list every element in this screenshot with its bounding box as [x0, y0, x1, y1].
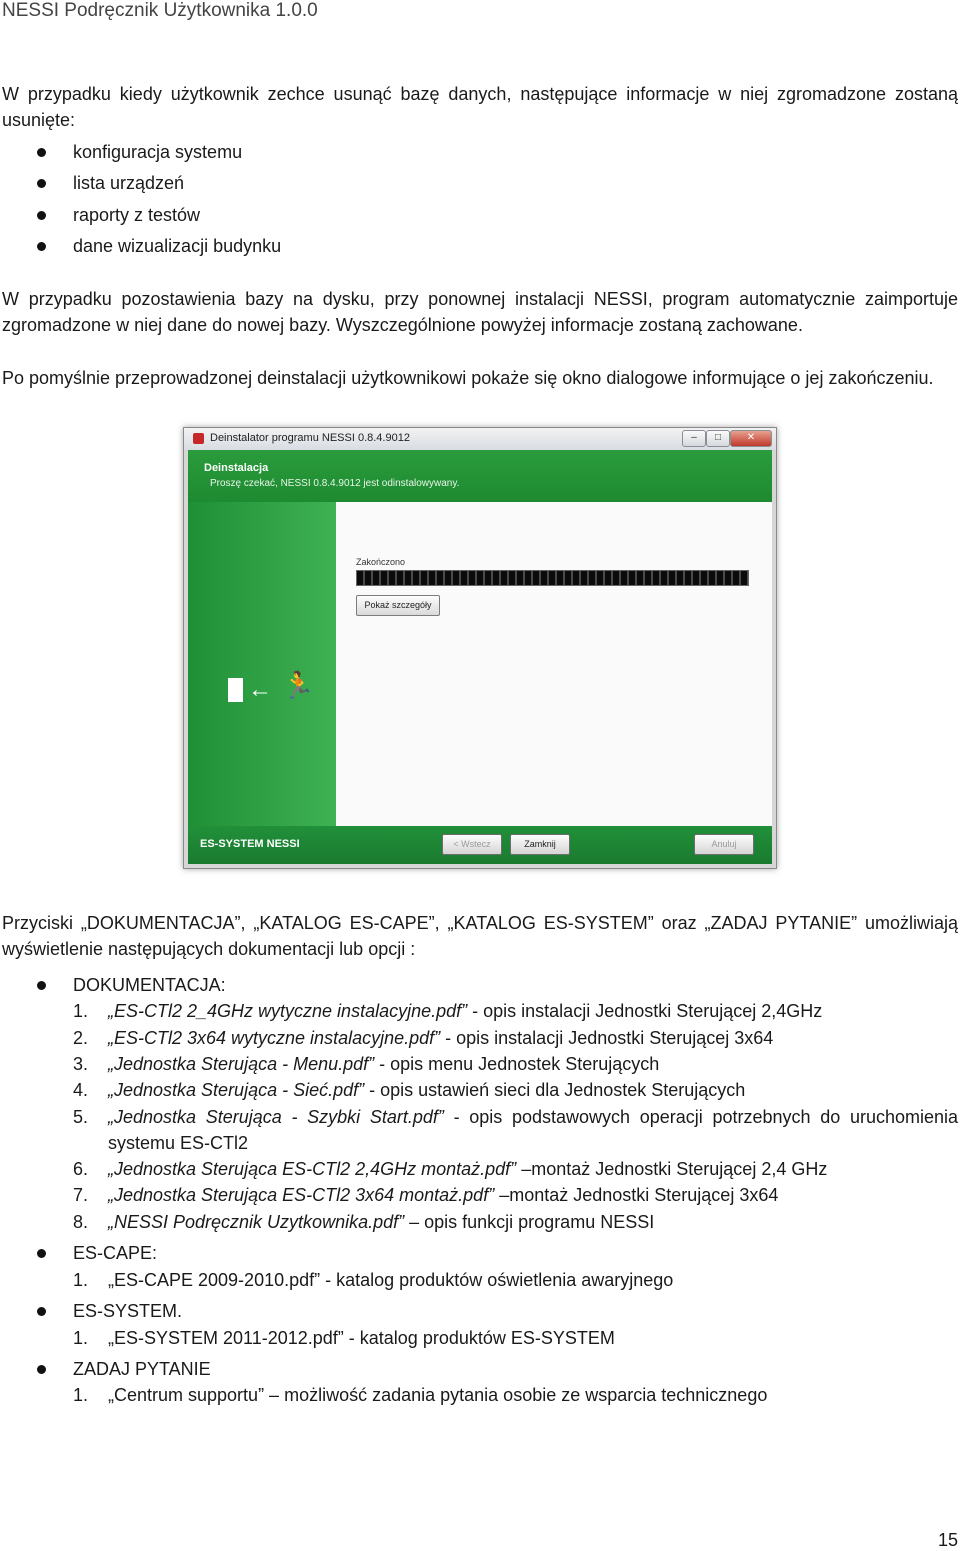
- brand-label: ES-SYSTEM NESSI: [200, 838, 300, 850]
- window-title: Deinstalator programu NESSI 0.8.4.9012: [210, 432, 410, 444]
- dialog-header: [188, 450, 772, 502]
- cancel-button[interactable]: Anuluj: [694, 834, 754, 855]
- exit-door-icon: [228, 678, 243, 702]
- back-button[interactable]: < Wstecz: [442, 834, 502, 855]
- reinstall-paragraph: W przypadku pozostawienia bazy na dysku, przy ponownej instalacji NESSI, program automatycznie zaimportuje zgromadzone w niej dane do nowej bazy. Wyszczególnione powyżej informacje zostaną zachowane.: [2, 289, 958, 335]
- buttons-paragraph: Przyciski „DOKUMENTACJA”, „KATALOG ES-CAPE”, „KATALOG ES-SYSTEM” oraz „ZADAJ PYTANIE” umożliwiają wyświetlenie następujących dokumentacji lub opcji :: [2, 913, 958, 959]
- uninstaller-window: [183, 427, 777, 869]
- window-titlebar: [184, 428, 776, 450]
- close-button[interactable]: Zamknij: [510, 834, 570, 855]
- bullet-icon: [37, 1307, 46, 1316]
- bullet-icon: [37, 1365, 46, 1374]
- running-man-icon: 🏃: [282, 670, 315, 700]
- dialog-main: [336, 502, 772, 826]
- bullet-icon: [37, 148, 46, 157]
- completion-paragraph: Po pomyślnie przeprowadzonej deinstalacji użytkownikowi pokaże się okno dialogowe informujące o jej zakończeniu.: [2, 368, 934, 388]
- show-details-button[interactable]: Pokaż szczegóły: [356, 595, 440, 616]
- arrow-left-icon: ←: [248, 676, 272, 703]
- running-header: NESSI Podręcznik Użytkownika 1.0.0: [2, 0, 318, 21]
- bullet-icon: [37, 1249, 46, 1258]
- close-icon[interactable]: ✕: [730, 430, 772, 447]
- page-number: 15: [937, 1530, 958, 1550]
- dialog-footer: [188, 826, 772, 864]
- dialog-heading: Deinstalacja: [204, 462, 269, 474]
- dialog-subheading: Proszę czekać, NESSI 0.8.4.9012 jest odinstalowywany.: [210, 478, 460, 489]
- bullet-icon: [37, 242, 46, 251]
- maximize-icon[interactable]: □: [706, 430, 730, 447]
- sidebar-panel: [188, 502, 336, 826]
- window-client: [188, 450, 772, 864]
- progress-bar: [356, 570, 749, 586]
- bullet-icon: [37, 981, 46, 990]
- app-icon: [193, 433, 204, 444]
- progress-label: Zakończono: [356, 557, 406, 567]
- minimize-icon[interactable]: –: [682, 430, 706, 447]
- bullet-icon: [37, 211, 46, 220]
- intro-paragraph: W przypadku kiedy użytkownik zechce usunąć bazę danych, następujące informacje w niej zgromadzone zostaną usunięte:: [2, 84, 958, 130]
- bullet-icon: [37, 179, 46, 188]
